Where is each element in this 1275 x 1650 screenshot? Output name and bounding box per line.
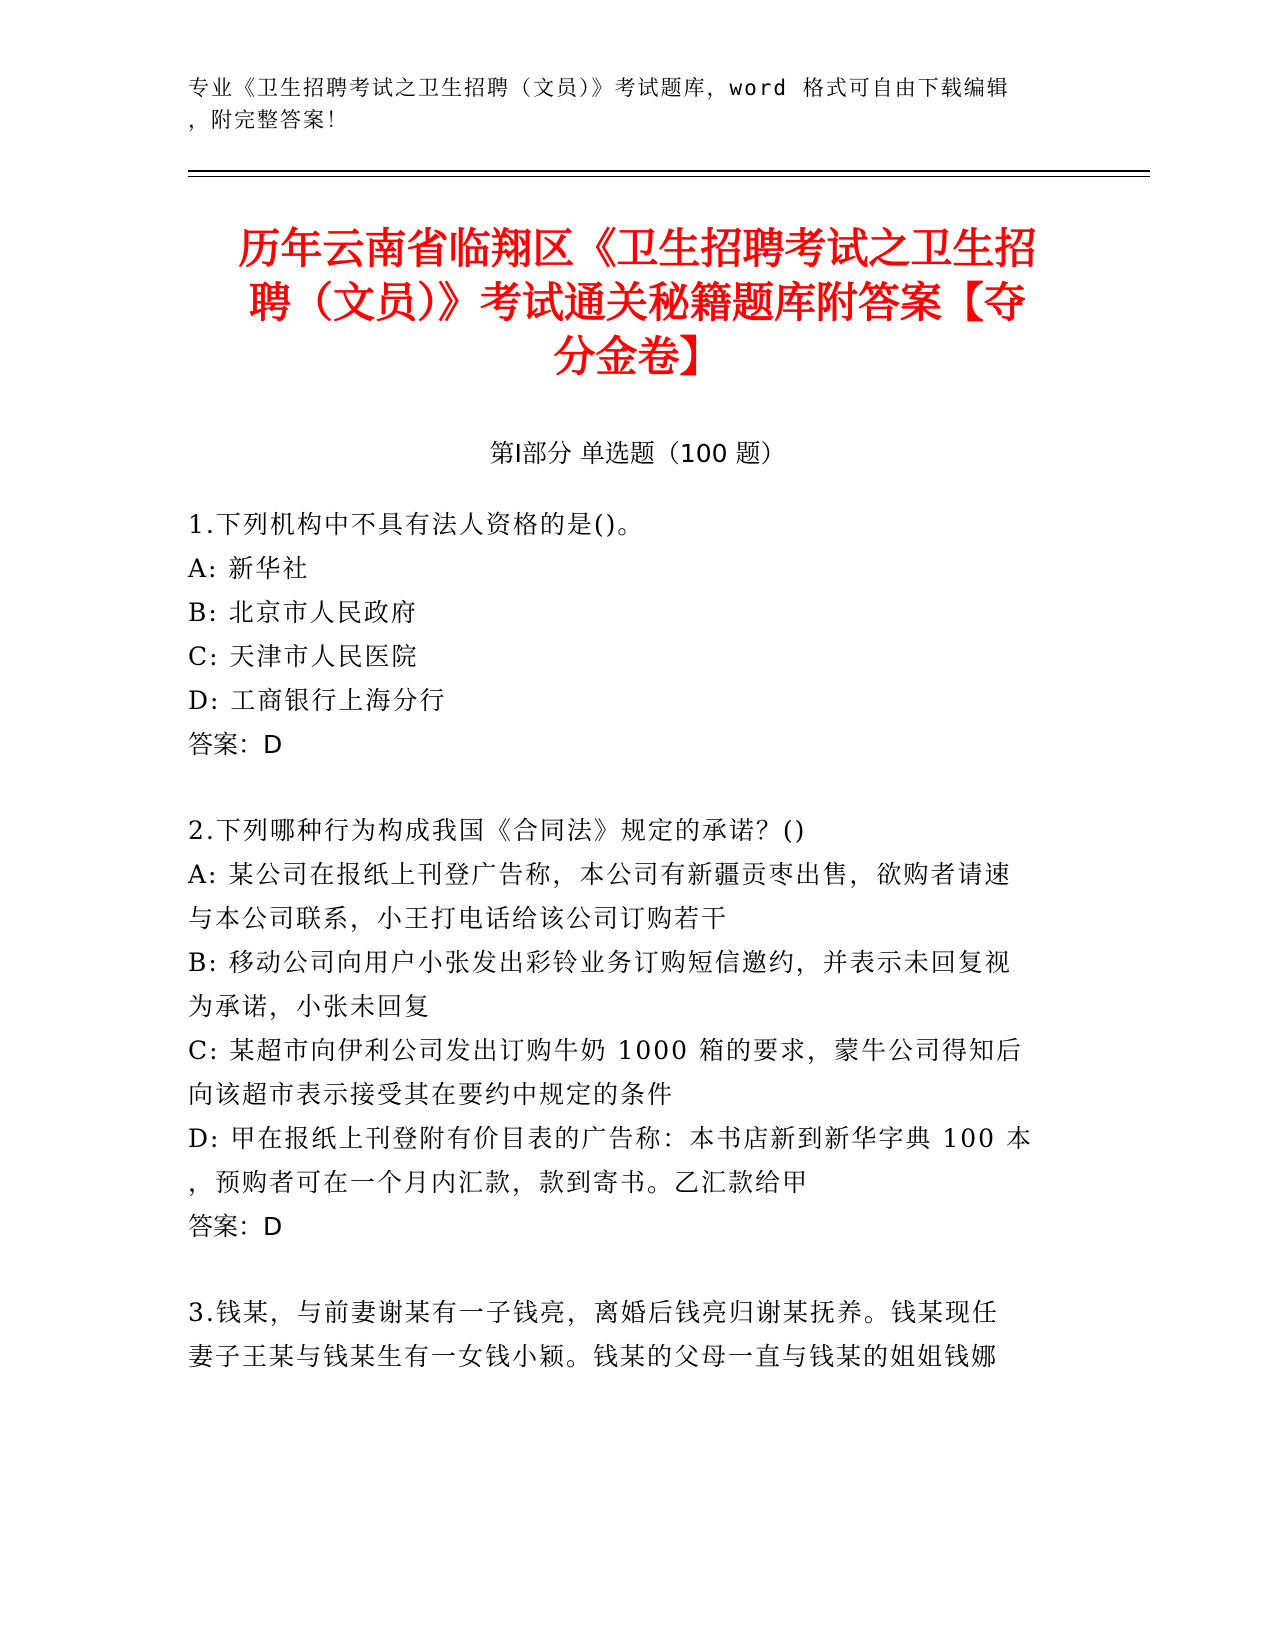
question-1-option-a: A: 新华社 — [188, 554, 310, 583]
question-3-stem-line-2: 妻子王某与钱某生有一女钱小颖。钱某的父母一直与钱某的姐姐钱娜 — [188, 1342, 999, 1371]
header-description-line-1: 专业《卫生招聘考试之卫生招聘（文员）》考试题库，word 格式可自由下载编辑 — [188, 76, 1010, 100]
section-heading: 第Ⅰ部分 单选题（100 题） — [489, 439, 786, 468]
question-2-option-d-line-2: ，预购者可在一个月内汇款，款到寄书。乙汇款给甲 — [188, 1168, 810, 1197]
question-1-option-c: C: 天津市人民医院 — [188, 642, 419, 671]
question-1-option-d: D: 工商银行上海分行 — [188, 686, 447, 715]
question-2-option-d-line-1: D: 甲在报纸上刊登附有价目表的广告称：本书店新到新华字典 100 本 — [188, 1124, 1034, 1153]
header-divider-thick — [188, 170, 1150, 172]
question-2-option-b-line-2: 为承诺，小张未回复 — [188, 992, 432, 1021]
header-divider-thin — [188, 176, 1150, 177]
title-line-2: 聘（文员）》考试通关秘籍题库附答案【夺 — [248, 278, 1026, 327]
document-title — [170, 222, 1105, 384]
title-line-3: 分金卷】 — [553, 332, 722, 381]
question-1-stem: 1.下列机构中不具有法人资格的是()。 — [188, 510, 645, 539]
question-2-stem: 2.下列哪种行为构成我国《合同法》规定的承诺？() — [188, 816, 807, 845]
question-2-option-a-line-1: A: 某公司在报纸上刊登广告称，本公司有新疆贡枣出售，欲购者请速 — [188, 860, 1012, 889]
question-2-option-c-line-1: C: 某超市向伊利公司发出订购牛奶 1000 箱的要求，蒙牛公司得知后 — [188, 1036, 1024, 1065]
question-1-option-b: B: 北京市人民政府 — [188, 598, 418, 627]
question-2-option-a-line-2: 与本公司联系，小王打电话给该公司订购若干 — [188, 904, 729, 933]
question-3-stem-line-1: 3.钱某，与前妻谢某有一子钱亮，离婚后钱亮归谢某抚养。钱某现任 — [188, 1298, 999, 1327]
header-description-line-2: ，附完整答案！ — [188, 108, 349, 132]
question-2-option-c-line-2: 向该超市表示接受其在要约中规定的条件 — [188, 1080, 675, 1109]
question-2-answer: 答案：D — [188, 1212, 283, 1241]
question-1-answer: 答案：D — [188, 730, 283, 759]
title-line-1: 历年云南省临翔区《卫生招聘考试之卫生招 — [238, 224, 1037, 273]
question-2-option-b-line-1: B: 移动公司向用户小张发出彩铃业务订购短信邀约，并表示未回复视 — [188, 948, 1012, 977]
